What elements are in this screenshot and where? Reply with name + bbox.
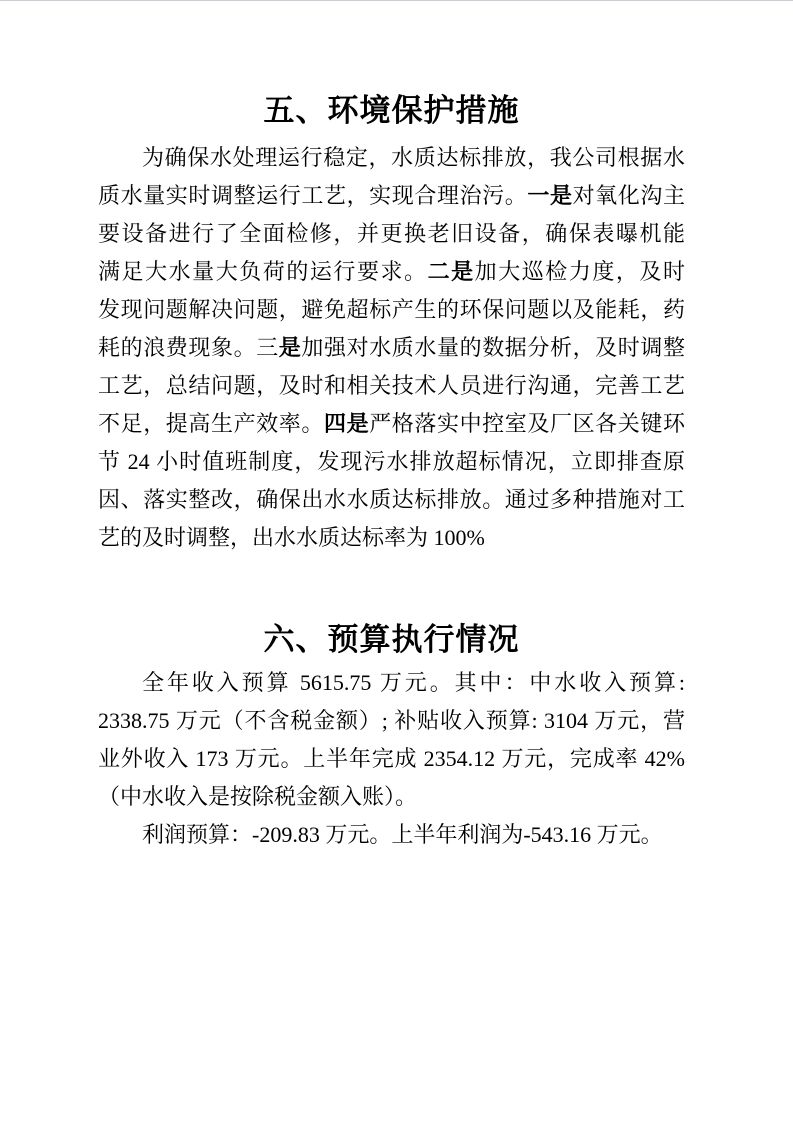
text-run: 要设备进行了全面检修，并更换老旧设备，确保表曝机能	[98, 221, 685, 246]
text-run: 严格落实中控室及厂区各关键环	[369, 411, 685, 436]
text-line	[98, 443, 685, 481]
text-line	[98, 778, 685, 816]
section-heading-budget-execution: 六、预算执行情况	[263, 622, 520, 657]
text-line	[98, 253, 685, 291]
text-run: 质水量实时调整运行工艺，实现合理治污。	[98, 183, 528, 208]
text-line	[98, 139, 685, 177]
text-run: 艺的及时调整，出水水质达标率为 100%	[98, 525, 485, 550]
text-run: 2338.75 万元（不含税金额）; 补贴收入预算: 3104 万元，营	[98, 708, 685, 733]
paragraph	[98, 139, 685, 557]
text-line	[98, 329, 685, 367]
section-heading-environmental-protection: 五、环境保护措施	[263, 93, 520, 128]
text-line	[98, 519, 685, 557]
text-line	[98, 740, 685, 778]
text-run: （中水收入是按除税金额入账）。	[98, 784, 418, 809]
text-line	[98, 664, 685, 702]
document-content	[98, 92, 685, 854]
text-line	[98, 702, 685, 740]
text-run: 不足，提高生产效率。	[98, 411, 324, 436]
text-run: 对氧化沟主	[572, 183, 685, 208]
text-line	[98, 816, 685, 854]
text-line	[98, 215, 685, 253]
bold-text-run: 二是	[427, 259, 475, 284]
text-run: 满足大水量大负荷的运行要求。	[98, 259, 428, 284]
paragraph	[98, 664, 685, 816]
text-run: 工艺，总结问题，及时和相关技术人员进行沟通，完善工艺	[98, 373, 685, 398]
text-run: 业外收入 173 万元。上半年完成 2354.12 万元，完成率 42%	[98, 746, 685, 771]
text-line	[98, 291, 685, 329]
text-run: 加大巡检力度，及时	[474, 259, 685, 284]
text-line	[98, 481, 685, 519]
text-run: 全年收入预算 5615.75 万元。其中：中水收入预算:	[142, 670, 685, 695]
text-run: 耗的浪费现象。三	[98, 335, 279, 360]
text-run: 因、落实整改，确保出水水质达标排放。通过多种措施对工	[98, 487, 685, 512]
bold-text-run: 是	[278, 335, 302, 360]
text-run: 为确保水处理运行稳定，水质达标排放，我公司根据水	[142, 145, 685, 170]
text-run: 发现问题解决问题，避免超标产生的环保问题以及能耗，药	[98, 297, 685, 322]
text-run: 加强对水质水量的数据分析，及时调整	[301, 335, 685, 360]
bold-text-run: 一是	[527, 183, 573, 208]
text-line	[98, 177, 685, 215]
text-run: 利润预算：-209.83 万元。上半年利润为-543.16 万元。	[142, 822, 663, 847]
text-line	[98, 367, 685, 405]
bold-text-run: 四是	[323, 411, 370, 436]
text-line	[98, 405, 685, 443]
paragraph	[98, 816, 685, 854]
text-run: 节 24 小时值班制度，发现污水排放超标情况，立即排查原	[98, 449, 685, 474]
